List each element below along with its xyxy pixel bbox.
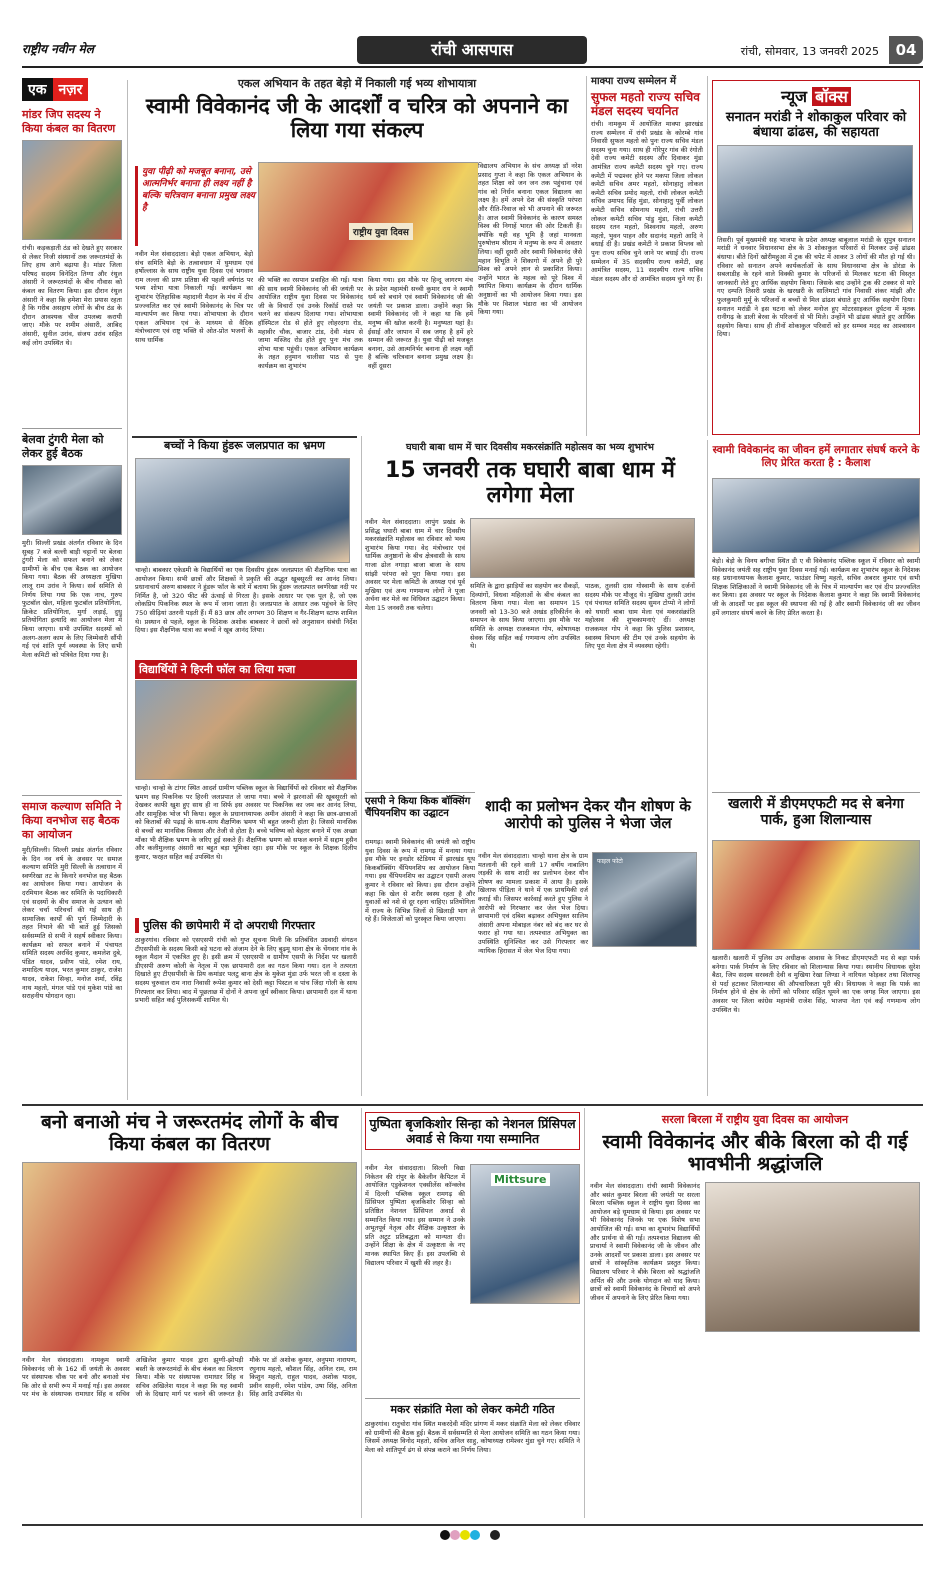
jail-photo-caption: फाइल फोटो (597, 858, 623, 865)
kailash-headline: स्वामी विवेकानंद का जीवन हमें लगातार संघर्ष करने के लिए प्रेरित करता है : कैलाश (712, 444, 920, 469)
birla-photo (705, 1182, 920, 1332)
main-quote: युवा पीढ़ी को मजबूत बनाना, उसे आत्मनिर्भर बनाना ही लक्ष्य नहीं है बल्कि चरित्रवान बनाना प्रमुख लक्ष्य है (135, 166, 255, 246)
ghaghari-photo (470, 518, 695, 578)
blanket-headline: बनो बनाओ मंच ने जरूरतमंद लोगों के बीच किया कंबल का वितरण (40, 1111, 339, 1155)
section-title: रांची आसपास (357, 36, 587, 64)
police-body: ठाकुरगांव। रविवार को एसएसपी रांची को गुप्त सूचना मिली कि प्रतिबंधित उग्रवादी संगठन टीएसपीसी के सदस्य किसी बड़े घटना को अंजाम देने के लिए बुढ़मू थाना क्षेत्र के चेंगवार गांव के स्कूल मैदान में एकत्रित हुए है। इसी क्रम में एसएसपी व ग्रामीण एसपी के निर्देश पर खलारी डीएसपी अरुण कोली के नेतृत्व में एक छापामारी दल का गठन किया गया। दल ने तत्परता दिखाते हुए टीएसपीसी के प्रिय कमांडर पलटु बाना क्षेत्र के मुकेश मुंडा उर्फ भरत जी व दस्ता के सदस्य चुरुवाल राम नारा निवासी रूपेश कुमार को देसी कट्टा पिस्टल व पांच जिंदा गोली के साथ गिरफ्तार कर लिया। बाद में पूछताछ में दोनों ने अपना जुर्म स्वीकार किया। छापामारी दल में थाना प्रभारी सहित कई पुलिसकर्मी शामिल थे। (135, 936, 357, 1005)
makar-body: ठाकुरगांव। रातुचोरा गांव स्थित मकरदेवी मंदिर प्रांगण में मकर संक्रांति मेला को लेकर रविवार को ग्रामीणों की बैठक हुई। बैठक में सर्वसम्मति से मेला आयोजन समिति का गठन किया गया। जिसमें अध्यक्ष विनोद महतो, सचिव अनिल साहु, कोषाध्यक्ष रामेश्वर मुंडा चुने गए। समिति ने मेला को शांतिपूर्ण ढंग से संपन्न कराने का निर्णय लिया। (365, 1420, 580, 1454)
khalari-photo (712, 840, 920, 950)
edition-date: रांची, सोमवार, 13 जनवरी 2025 (740, 45, 879, 58)
hirni-headline: विद्यार्थियों ने हिरनी फॉल का लिया मजा (135, 660, 357, 679)
sammelan-headline: सुफल महतो राज्य सचिव मंडल सदस्य चयनित (591, 90, 700, 118)
left-story-2-photo (22, 465, 122, 535)
ghaghari-body-3: पाठक, तुलसी दास गोस्वामी के साथ दर्जनों सदस्य मौके पर मौजूद थे। मुखिया तुलसी उरांव एवं पंचायत समिति सदस्य सुमन टोप्पो ने लोगों को घघारी बाबा धाम मेला एवं मकरसंक्रांति महोत्सव की शुभकामनाएं दीं। अध्यक्ष राजकमल गोप ने कहा कि पुलिस प्रशासन, स्वास्थ्य विभाग की टीम एवं उनके सहयोग के लिए पूरा मेला क्षेत्र में व्यवस्था रहेगी। (585, 582, 695, 651)
ek-label: एक (22, 78, 53, 101)
left-story-2-body: मुरी। सिल्ली प्रखंड अंतर्गत रविवार के दिन सुबह 7 बजे बल्ली बाड़ी चट्टानों पर बेलवा टुंगरी मेला को सफल बनाने को लेकर ग्रामीणों के बीच एक बैठक का आयोजन किया गया। बैठक की अध्यक्षता मुखिया लालू राम उरांव ने किया। सर्व समिति से निर्णय लिया गया कि एक नाच, गुरुप फुटबॉल खेल, महिला फुटबॉल प्रतियोगिता, क्रिकेट प्रतियोगिता, मुर्गा लड़ाई, दुधु प्रतियोगिता इत्यादि का आयोजन मेला में किया जाएगा। सभी उपस्थित सदस्यों को अलग-अलग काम के लिए जिम्मेवारी सौंपी गई एवं शांति पूर्ण व्यवस्था के लिए सभी मेला कमिटी को पत्रिवेत दिया गया है। (22, 539, 122, 659)
nazar-label: नज़र (53, 78, 89, 101)
jail-headline: शादी का प्रलोभन देकर यौन शोषण के आरोपी को पुलिस ने भेजा जेल (485, 797, 691, 833)
ek-nazar-label (22, 78, 122, 102)
left-story-1-headline: मांडर जिप सदस्य ने किया कंबल का वितरण (22, 108, 116, 135)
ghaghari-body-1: नवीन मेल संवाददाता। लापुंग प्रखंड के प्रसिद्ध घघारी बाबा धाम में चार दिवसीय मकरसंक्रांति महोत्सव का रविवार को भव्य शुभारंभ किया गया। वेद मंत्रोच्चार एवं धार्मिक अनुष्ठानों के बीच क्षेत्रवासी के साथ गाजा ढोल नगाड़ा बाजा बाजा के साथ सांझी परंपरा को पूरा किया गया। इस अवसर पर मेला कमिटी के अध्यक्ष एवं पूर्व मुखिया एवं अन्य गणमान्य लोगों ने पूजा अर्चना कर मेले का विधिवत उद्घाटन किया। मेला 15 जनवरी तक चलेगा। (365, 518, 465, 612)
kickboxing-body: रामगढ़। स्वामी विवेकानंद की जयंती को राष्ट्रीय युवा दिवस के रूप में रामगढ़ में मनाया गया। इस मौके पर इनडोर स्टेडियम में झारखंड यूथ किकबॉक्सिंग चैंपियनशिप का आयोजन किया गया। इस चैंपियनशिप का उद्घाटन एसपी अजय कुमार ने रविवार को किया। इस दौरान उन्होंने कहा कि खेल से शरीर स्वस्थ रहता है और युवाओं को नशे से दूर रहना चाहिए। प्रतियोगिता में राज्य के विभिन्न जिलों से खिलाड़ी भाग ले रहे हैं। विजेताओं को पुरस्कृत किया जाएगा। (365, 838, 475, 924)
award-body: नवीन मेल संवाददाता। सिल्ली विद्या निकेतन की रांपुर के बैकेलीन कैपिटल में आयोजित एडुकेशनल एक्सीलेंस कॉन्क्लेव में दिल्ली पब्लिक स्कूल रामगढ़ की प्रिंसिपल पुष्पिता बृजकिशोर सिन्हा को प्रतिष्ठित नेशनल प्रिंसिपल अवार्ड से सम्मानित किया गया। इस सम्मान ने उनके अभूतपूर्व नेतृत्व और शैक्षिक उत्कृष्टता के प्रति अटूट प्रतिबद्धता को मान्यता दी। उन्होंने शिक्षा के क्षेत्र में उत्कृष्टता के नए मानक स्थापित किए हैं। इस उपलब्धि से विद्यालय परिवार में खुशी की लहर है। (365, 1164, 465, 1267)
main-headline: स्वामी विवेकानंद जी के आदर्शों व चरित्र को अपनाने का लिया गया संकल्प (145, 94, 569, 143)
khalari-headline: खलारी में डीएमएफटी मद से बनेगा पार्क, हुआ शिलान्यास (728, 796, 904, 829)
page-header (22, 36, 923, 68)
blanket-body: नवीन मेल संवाददाता। नामकुम स्वामी विवेकानंद जी के 162 वीं जयंती के अवसर पर संस्थापक चौक पर बनो और बनाओ मंच कि ओर से सभी रूप में मनाई गई। इस अवसर पर मंच के संस्थापक रामाधार सिंह व सचिव अखिलेश कुमार यादव द्वारा झुग्गी-झोपड़ी बस्ती के जरूरतमंदों के बीच कंबल का वितरण किया। मौके पर संस्थापक रामाधार सिंह व सचिव अखिलेश यादव ने कहा कि यह स्वामी जी के दिखाए मार्ग पर चलने की जरूरत है। मौके पर डॉ अशोक कुमार, अनुपमा नारायण, रघुनाथ महतो, कौशल सिंह, अनिल राम, राम किशुन महतो, राहुल यादव, अशोक यादव, प्रवीन साहनी, रमेश पांडेय, उषा सिंह, अनिता सिंह आदि उपस्थित थे। (22, 1356, 357, 1399)
main-body-col1: नवीन मेल संवाददाता। बेड़ो एकल अभियान, बेड़ो संच समिति बेड़ो के तत्वावधान में घुमधाम एवं हर्षोल्लास के साथ राष्ट्रीय युवा दिवस एवं भगवान राम लल्ला की प्राण प्रतिष्ठा की पहली वर्षगांठ पर भव्य शोभा यात्रा निकाली गई। कार्यक्रम का शुभारंभ ऐतिहासिक महादानी मैदान के मंच में दीप प्रज्ज्वलित कर एवं स्वामी विवेकानंद के चित्र पर माल्यार्पण कर किया गया। शोभायात्रा के दौरान एकल अभियान एवं के माध्यम से वैदिक मंत्रोच्चारण एवं राष्ट्र भक्ति से ओत-प्रोत भजनों के साथ धार्मिक (135, 250, 253, 344)
left-story-3-headline: समाज कल्याण समिति ने किया वनभोज सह बैठक का आयोजन (22, 800, 122, 841)
jail-photo (592, 852, 697, 947)
hundru-body: चान्हो। बाबकार एकेडमी के विद्यार्थियों का एक दिवसीय हुंडरू जलप्रपात की शैक्षणिक यात्रा का आयोजन किया। सभी छात्रों और शिक्षकों ने प्रकृति की अद्भुत खूबसूरती का आनंद लिया। प्रधानाचार्य अरुण बाबकार ने हुंडरू फॉल के बारे में बताया कि हुंडरू जलप्रपात स्वर्णरेखा नदी पर निर्मित है, जो 320 फीट की ऊंचाई से गिरता है। इसके आधार पर एक पूल है, जो एक लोकप्रिय पिकनिक स्थल के रूप में जाना जाता है। जलप्रपात के आधार तक पहुंचने के लिए 750 सीढ़ियां उतरनी पड़ती हैं। मैं 83 छात्र और लगभग 30 शिक्षण व गैर-शिक्षण स्टाफ शामिल थे। प्रस्थान से पहले, स्कूल के निदेशक अशोक बाबकार ने छात्रों को अनुशासन संबंधी निर्देश दिया। इस शैक्षणिक यात्रा का बच्चों ने खूब आनंद लिया। (135, 566, 357, 635)
jail-body: नवीन मेल संवाददाता। चान्हो थाना क्षेत्र के ग्राम मतलानी की रहने वाली 17 वर्षीय नाबालिग लड़की के साथ शादी का प्रलोभन देकर यौन शोषण का मामला प्रकाश में आया है। इसके खिलाफ पीड़िता ने थाने में एक प्राथमिकी दर्ज कराई थी। जिसपर कार्रवाई करते हुए पुलिस ने आरोपी को गिरफ्तार कर जेल भेज दिया। छापामारी एवं दबिश बढ़ाकर अभियुक्त सालिम अंसारी अपना मोबाइल नंबर को बंद कर घर से फरार हो गया था। तत्पश्चात अभियुक्त का उपस्थिति सुनिश्चित कर उसे गिरफ्तार कर न्यायिक हिरासत में जेल भेज दिया गया। (478, 852, 588, 955)
news-box-headline: सनातन मरांडी ने शोकाकुल परिवार को बंधाया ढांढस, की सहायता (725, 110, 907, 140)
sammelan-body: रांची। नामकुम में आयोजित माक्पा झारखंड राज्य सम्मेलन में रांची प्रखंड के कोरम्बे गांव निवासी सुफल महतो को पुनः राज्य सचिव मंडल सदस्य चुना गया। साथ ही गोरेपुर गांव की रंगोती देवी राज्य कमेटी सदस्य और दिवाकर मुंडा आमंत्रित राज्य कमेटी सदस्य चुने गए। राज्य कमेटी में पद्मश्वर होने पर मकपा जिला लोकल कमेटी सचिव अमर महतो, सोनाहातु लोकल कमेटी सचिव प्रमोद महतो, रांची लोकल कमेटी सचिव उमापद सिंह मुंडा, सोनाहातु पूर्वी लोकल कमेटी सचिव सोमनाथ महतो, रांची उत्तरी लोकल कमेटी सचिव पांडु मुंडा, जिला कमेटी सदस्य रतन महतो, विश्वनाथ महतो, अरुण महतो, भुवन पाहन और सदानंद महतो आदि ने बधाई दी है। प्रखंड कमेटी ने प्रकाश विप्लव को पुनः राज्य सचिव चुने जाने पर बधाई दी। राज्य सम्मेलन में 35 सदस्यीय राज्य कमेटी, छह आमंत्रित सदस्य, 11 सदस्यीय राज्य सचिव मंडल सदस्य और दो आमंत्रित सदस्य चुने गए हैं। (591, 120, 703, 283)
ghaghari-kicker: घघारी बाबा धाम में चार दिवसीय मकरसंक्रांति महोत्सव का भव्य शुभारंभ (406, 442, 654, 453)
main-body-col3: किया गया। इस मौके पर हिन्दू जागरण मंच के प्रदेश महामंत्री सच्ची कुमार राय ने स्वामी धर्म को बचाने एवं स्वामी विवेकानंद जी की जयंती पर प्रकाश डाला। उन्होंने कहा कि स्वामी विवेकानंद जी ने कहा था कि हमें मनुष्य की खोज करनी है। मनुष्यता यहां है। ईसाई और जापान में सब जगह है हमें हरे सम्मान की जरूरत है। युवा पीढ़ी को मजबूत बनाना, उसे आत्मनिर्भर बनाना ही लक्ष्य नहीं है बल्कि चरित्रवान बनाना प्रमुख लक्ष्य है। वहीं दूसरा (368, 276, 473, 370)
birla-body-cont (705, 1336, 920, 1516)
news-box-label-1: न्यूज (781, 87, 808, 106)
news-box-body: तिसरी। पूर्व मुख्यमंत्री सह भाजपा के प्रदेश अध्यक्ष बाबूलाल मरांडी के सुपुत्र सनातन मरांडी ने धनवार विधानसभा क्षेत्र के 3 शोकाकुल परिवारों से मिलकर उन्हें ढांढस बंधाया। बीते दिनों खोरीमहुआ में ट्रक की चपेट में आकर 3 लोगों की मौत हो गई थी। रविवार को सनातन अपने कार्यकर्ताओं के साथ विधानसभा क्षेत्र के डोरंडा के सबलाडीह के रहने वाले विक्की कुमार के परिजनों से मिलकर घटना की विस्तृत जानकारी लेते हुए आर्थिक सहयोग किया। जिसके बाद उन्होंने ट्रक की टक्कर से मारे गए दम्पति तिसरी प्रखंड के खरखरी के सालिमाटो गांव निवासी शंकर मांझी और फुलकुमारी मुर्मू के परिजनों व बच्चों से मिल ढांढस बंधाते हुए आर्थिक सहयोग दिया। सनातन मरांडी ने इस घटना को लेकर मनोज हुए मोटरसाइकल दुर्घटना में मृतक रानीगढ़ के डाली बेरवा के परिजनों से भी मिले। उन्होंने भी ढांढस बंधाते हुए आर्थिक सहयोग किया। साथ ही तीनों शोकाकुल परिवारों को हर सम्भव मदद का आश्वासन दिया। (717, 235, 915, 339)
award-headline: पुष्पिता बृजकिशोर सिन्हा को नेशनल प्रिंसिपल अवार्ड से किया गया सम्मानित (365, 1112, 580, 1150)
sammelan-kicker: माक्पा राज्य सम्मेलन में (591, 76, 677, 87)
award-photo (470, 1164, 580, 1304)
police-headline: पुलिस की छापेमारी में दो अपराधी गिरफ्तार (135, 918, 357, 933)
makar-headline: मकर संक्रांति मेला को लेकर कमेटी गठित (390, 1403, 555, 1416)
hirni-body: चान्हो। चान्हो के टांगर स्थित आदर्श ग्रामीण पब्लिक स्कूल के विद्यार्थियों को रविवार को शैक्षणिक भ्रमण सह पिकनिक पर हिरनी जलप्रपात ले जाया गया। बच्चे ने झरनाओं की खूबसूरती को देखकर काफी खुश हुए साथ ही ना सिर्फ इस अवसर पर पिकनिक का जम कर आनंद लिया, और सामूहिक भोज भी किया। स्कूल के प्रधानाध्यापक अमीन अंसारी ने कहा कि छात्र-छात्राओं को किताबों की पढ़ाई के साथ-साथ शैक्षणिक भ्रमण भी बहुत जरूरी होता है। जिससे मानसिक से बच्चों का मानसिक विकास और तेजी से होता है। बच्चे भविष्य को बेहतर बनाने में एक अच्छा माँका भी शैक्षिक भ्रमण के जरिए हुई सकते हैं। शैक्षणिक भ्रमण को सफल बनाने में सद्दाम हुसैन और कलीमुल्लाह अंसारी का बहुत बड़ा भूमिका रहा। इस मौके पर स्कूल के शिक्षक दिलीप कुमार, फरहत सहित कई उपस्थित थे। (135, 784, 357, 861)
news-box-label-2: बॉक्स (812, 87, 851, 106)
left-story-1-body: रांची। कड़कड़ाती ठंड को देखते हुए सरकार से लेकर निजी संस्थानों तक जरूरतमंदों के लिए हाथ आगे बढ़ाया है। मांडर जिला परिषद सदस्य विनेदित तिग्गा और रंथुल अंसारी ने जरूरतमंदों के बीच गौवास को कंबल का वितरण किया। इस दौरान रंथुल अंसारी ने कहा कि हमेशा मेरा प्रयास रहता है कि गरीब असहाय लोगों के बीच ठंड के दौरान आवश्यक चीज उपलब्ध करायी जाए। मौके पर शमीम अंसारी, आबिद अंसारी, सुनील उरांव, संजय उरांव सहित कई लोग उपस्थित थे। (22, 244, 122, 347)
main-body-col4: विद्यालय अभियान के संच अध्यक्ष डॉ नरेश प्रसाद गुप्ता ने कहा कि एकल अभियान के तहत शिक्षा को जन जन तक पहुंचाना एवं गांव को निर्धन बनाना एकल विद्यालय का लक्ष्य है। हमें अपने देश की संस्कृति परंपरा और रीति-रिवाज को भी अपनाने की जरूरत है। आज स्वामी विवेकानंद के कारण समस्त विश्व की निगाहें भारत की ओर टिकती हैं। क्योंकि यही वह भूमि है जहां मानवता पुरुषोत्तम श्रीराम ने मनुष्य के रूप में अवतार लिया। वहीं दूसरी ओर स्वामी विवेकानंद जैसे महान विभूति ने शिकागो में अपने ही पुरे विश्व को अपने ज्ञान से प्रकाशित किया। उन्होंने भारत के महत्व को पूरे विश्व में स्थापित किया। कार्यक्रम के दौरान धार्मिक अनुष्ठानों का भी आयोजन किया गया। इस मौके पर विशाल भंडारा का भी आयोजन किया गया। (478, 162, 582, 430)
left-story-2-headline: बेलवा टुंगरी मेला को लेकर हुई बैठक (22, 433, 104, 460)
award-photo-text: Mittsure (491, 1173, 550, 1186)
birla-body: नवीन मेल संवाददाता। रांची स्वामी विवेकानंद और बसंत कुमार बिरला की जयंती पर सरला बिरला पब्लिक स्कूल ने राष्ट्रीय युवा दिवस का आयोजन बड़े धूमधाम से किया। इस अवसर पर भी विवेकानंद जिनके पर एक विशेष सभा आयोजित की गई। सभा का शुभारंभ विद्यार्थियों और प्रार्थना से की गई। तत्पश्चात विद्यालय की प्राचार्या ने स्वामी विवेकानंद जी के जीवन और उनके आदर्शों पर प्रकाश डाला। इस अवसर पर छात्रों ने सांस्कृतिक कार्यक्रम प्रस्तुत किया। विद्यालय परिवार ने बीके बिरला को श्रद्धांजलि अर्पित की और उनके योगदान को याद किया। छात्रों को स्वामी विवेकानंद के विचारों को अपने जीवन में अपनाने के लिए प्रेरित किया गया। (590, 1182, 700, 1302)
blanket-photo (22, 1162, 357, 1352)
sammelan-story (591, 76, 703, 420)
left-story-1-photo (22, 140, 122, 240)
kickboxing-headline: एसपी ने किया किक बॉक्सिंग चैंपियनशिप का उद्घाटन (365, 796, 471, 819)
kailash-body: बेड़ो। बेड़ो के विनय बगीचा स्थित डी ए वी विवेकानंद पब्लिक स्कूल में रविवार को स्वामी विवेकानंद जयंती सह राष्ट्रीय युवा दिवस मनाई गई। कार्यक्रम का शुभारंभ स्कूल के निदेशक सह प्रधानाध्यापक कैलाश कुमार, फाउंडर विष्णु महतो, सचिव अबरार कुमार एवं सभी शिक्षक शिक्षिकाओं ने स्वामी विवेकानंद जी के चित्र में माल्यार्पण कर एवं दीप प्रज्ज्वलित कर किया। इस अवसर पर स्कूल के निदेशक कैलाश कुमार ने कहा कि स्वामी विवेकानंद जी के आदर्शों पर इस स्कूल की स्थापना की गई है और स्वामी विवेकानंद जी का जीवन हमें लगातार संघर्ष करने के लिए प्रेरित करता है। (712, 557, 920, 617)
ghaghari-body-2: समिति के द्वारा झाड़ियों का सहयोग कर सैकड़ों, दिव्यांगों, विधवा महिलाओं के बीच कंबल का वितरण किया गया। मेला का समापन 15 जनवरी को 13-30 बजे अखंड हरिकीर्तन के समापन के साथ किया जाएगा। इस मौके पर समिति के अध्यक्ष राजकमल गोप, कोषाध्यक्ष सेवक सिंह सहित कई गणमान्य लोग उपस्थित थे। (470, 582, 580, 651)
left-story-3-body: मुरी/सिल्ली। सिल्ली प्रखंड अंतर्गत रविवार के दिन नव वर्ष के अवसर पर समाज कल्याण समिति मुरी सिल्ली के तत्वाधान में स्वर्णरेखा तट के किनारे वनभोज सह बैठक का आयोजन किया गया। आयोजन के दरमियान बैठक कर समिति के पदाधिकारी एवं सदस्यों के बीच समाज के उत्थान को लेकर चर्चा परिचर्चा की गई साथ ही सामाजिक कार्यों की पूर्ण जिम्मेदारी के तहत निभाने की भी बातें हुई जिसको सर्वसम्मति से सभी ने सहर्ष स्वीकार किया। कार्यक्रम को सफल बनाने में पंचायत समिति सदस्य अरविंद कुमार, कमलेश दुबे, पंडित यादव, प्रवीण पांडे, रमेश राय, शमादित्य यादव, भरत कुमार ठाकुर, राजेश यादव, राकेश सिन्हा, मनोज शर्मा, रविंद्र नाथ महतो, मंगल पांडे एवं मुकेश पांडे का सराहनीय योगदान रहा। (22, 846, 122, 1001)
left-column (22, 108, 122, 1284)
hundru-photo (135, 458, 350, 563)
birla-headline: स्वामी विवेकानंद और बीके बिरला को दी गई भावभीनी श्रद्धांजलि (602, 1131, 908, 1175)
page-number: 04 (889, 36, 923, 64)
khalari-body: खलारी। खलारी में पुलिस उप अधीक्षक आवास के निकट डीएमएफटी मद से बड़ा पार्क बनेगा। पार्क निर्माण के लिए रविवार को शिलान्यास किया गया। स्थानीय विधायक सुरेश बैठा, जिप सदस्य सरस्वती देवी व मुखिया रेखा लिण्डा ने नारियल फोड़कर तथा शिलापट्ट से पर्दा हटाकर शिलान्यास की औपचारिकता पूरी की। विधायक ने कहा कि पार्क का निर्माण होने से क्षेत्र के लोगों को परिवार सहित घूमने का एक जगह मिल जाएगा। इस अवसर पर जिला कांग्रेस महामंत्री राजेश सिंह, भाजपा नेता एवं कई गणमान्य लोग उपस्थित थे। (712, 954, 920, 1014)
main-kicker: एकल अभियान के तहत बेड़ो में निकाली गई भव्य शोभायात्रा (237, 77, 477, 90)
main-body-col2: की भक्ति का रसपान प्रवाहित की गई। यात्रा की साथ स्वामी विवेकानंद जी की जयंती पर आयोजित राष्ट्रीय युवा दिवस पर विवेकानंद जी के विचारों एवं उनके रिकॉर्ड रास्ते पर चलने का संकल्प दिलाया गया। शोभायात्रा हॉस्पिटल रोड से होते हुए लोहरदगा रोड, महावीर चौक, बाजार टांड, देवी मंडप से जामा मस्जिद रोड होते हुए पुनः मंच तक शोभा यात्रा पहुंची। एकल अभियान कार्यक्रम के तहत हनुमान चालीसा पाठ से पुनः कार्यक्रम का शुभारंभ (258, 276, 363, 370)
news-box-label (717, 85, 915, 107)
birla-kicker: सरला बिरला में राष्ट्रीय युवा दिवस का आयोजन (661, 1113, 849, 1126)
news-box-photo (717, 145, 913, 233)
photo-banner: राष्ट्रीय युवा दिवस (349, 223, 413, 240)
news-box (712, 80, 920, 435)
color-registration-bar (440, 1530, 500, 1540)
hundru-headline: बच्चों ने किया हुंडरू जलप्रपात का भ्रमण (164, 439, 325, 452)
masthead: राष्ट्रीय नवीन मेल (22, 42, 94, 56)
hirni-photo (135, 680, 357, 780)
ghaghari-headline: 15 जनवरी तक घघारी बाबा धाम में लगेगा मेला (385, 458, 675, 509)
kailash-photo (712, 478, 920, 553)
